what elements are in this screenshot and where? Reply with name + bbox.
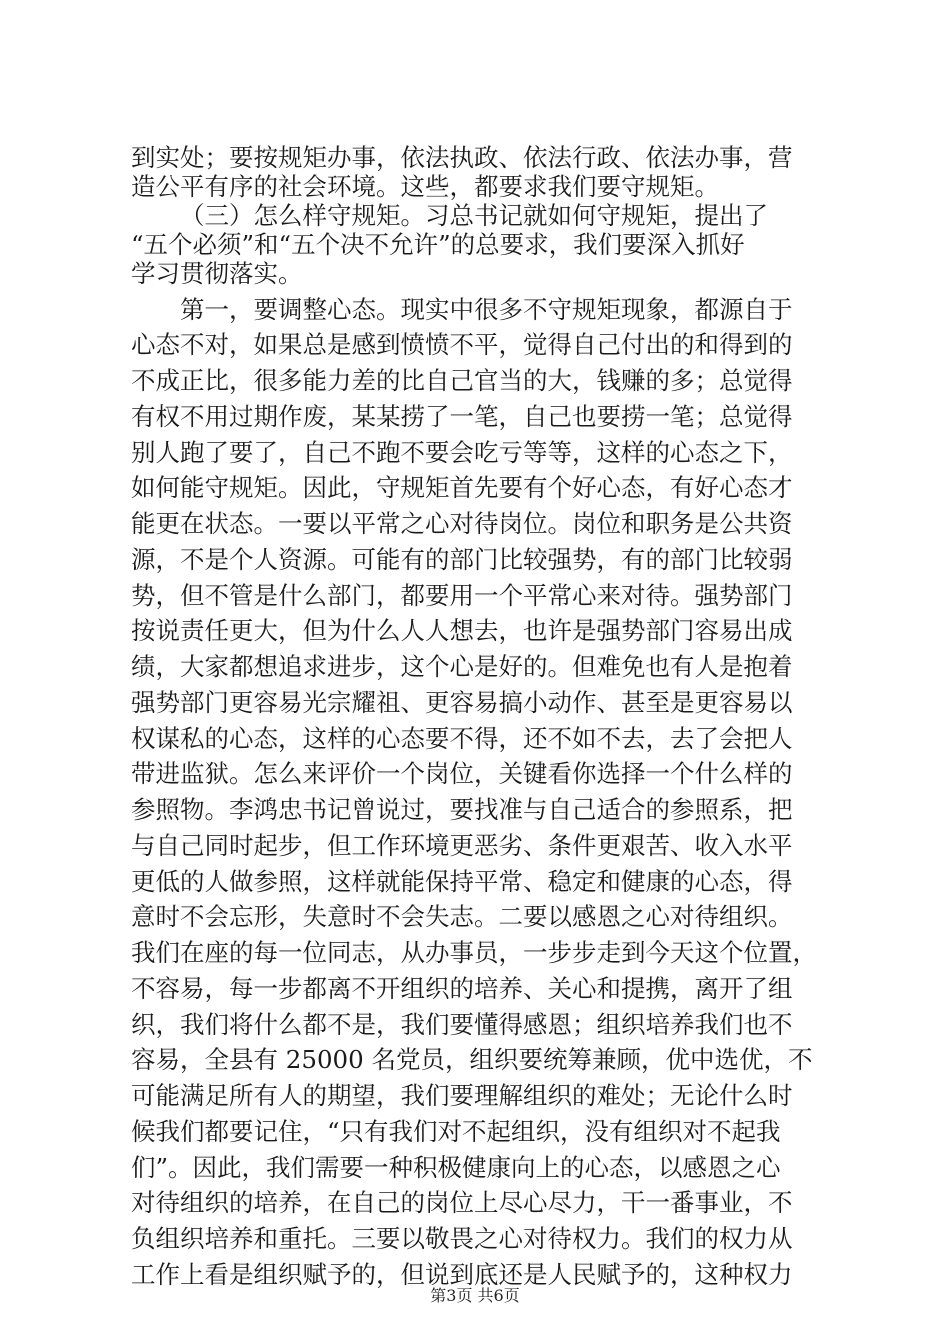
body-text-line: 负组织培养和重托。三要以敬畏之心对待权力。我们的权力从 [131,1224,793,1253]
paragraph-start-line: 第一，要调整心态。现实中很多不守规矩现象，都源自于 [180,295,793,324]
body-text-line: 们”。因此，我们需要一种积极健康向上的心态，以感恩之心 [131,1153,781,1182]
body-text-line: 按说责任更大，但为什么人人想去，也许是强势部门容易出成 [131,616,793,645]
body-text-line: 对待组织的培养，在自己的岗位上尽心尽力，干一番事业，不 [131,1188,793,1217]
body-text-line: 强势部门更容易光宗耀祖、更容易搞小动作、甚至是更容易以 [131,688,793,717]
body-text-line: 容易，全县有 25000 名党员，组织要统筹兼顾，优中选优，不 [131,1045,813,1074]
body-text-line: “五个必须”和“五个决不允许”的总要求，我们要深入抓好 [131,230,745,259]
body-text-line: 不容易，每一步都离不开组织的培养、关心和提携，离开了组 [131,974,793,1003]
body-text-line: 参照物。李鸿忠书记曾说过，要找准与自己适合的参照系，把 [131,795,793,824]
body-text-line: 权谋私的心态，这样的心态要不得，还不如不去，去了会把人 [131,724,793,753]
body-text-line: 有权不用过期作废，某某捞了一笔，自己也要捞一笔；总觉得 [131,402,793,431]
section-heading-line: （三）怎么样守规矩。习总书记就如何守规矩，提出了 [180,201,768,230]
body-text-line: 绩，大家都想追求进步，这个心是好的。但难免也有人是抱着 [131,652,793,681]
body-text-line: 我们在座的每一位同志，从办事员，一步步走到今天这个位置， [131,938,817,967]
body-text-line: 到实处；要按规矩办事，依法执政、依法行政、依法办事，营 [131,143,793,172]
body-text-line: 如何能守规矩。因此，守规矩首先要有个好心态，有好心态才 [131,473,793,502]
body-text-line: 与自己同时起步，但工作环境更恶劣、条件更艰苦、收入水平 [131,831,793,860]
body-text-line: 能更在状态。一要以平常之心对待岗位。岗位和职务是公共资 [131,509,793,538]
body-text-line: 更低的人做参照，这样就能保持平常、稳定和健康的心态，得 [131,867,793,896]
body-text-line: 候我们都要记住，“只有我们对不起组织，没有组织对不起我 [131,1117,781,1146]
body-text-line: 可能满足所有人的期望，我们要理解组织的难处；无论什么时 [131,1081,793,1110]
body-text-line: 源，不是个人资源。可能有的部门比较强势，有的部门比较弱 [131,545,793,574]
body-text-line: 别人跑了要了，自己不跑不要会吃亏等等，这样的心态之下， [131,438,793,467]
body-text-line: 造公平有序的社会环境。这些，都要求我们要守规矩。 [131,172,719,201]
body-text-line: 织，我们将什么都不是，我们要懂得感恩；组织培养我们也不 [131,1010,793,1039]
body-text-line: 带进监狱。怎么来评价一个岗位，关键看你选择一个什么样的 [131,759,793,788]
body-text-line: 意时不会忘形，失意时不会失志。二要以感恩之心对待组织。 [131,902,793,931]
body-text-line: 势，但不管是什么部门，都要用一个平常心来对待。强势部门 [131,581,793,610]
page-footer: 第3页 共6页 [430,1286,520,1305]
body-text-line: 工作上看是组织赋予的，但说到底还是人民赋予的，这种权力 [131,1260,793,1289]
body-text-line: 心态不对，如果总是感到愤愤不平，觉得自己付出的和得到的 [131,330,793,359]
body-text-line: 不成正比，很多能力差的比自己官当的大，钱赚的多；总觉得 [131,366,793,395]
body-text-line: 学习贯彻落实。 [131,259,303,288]
